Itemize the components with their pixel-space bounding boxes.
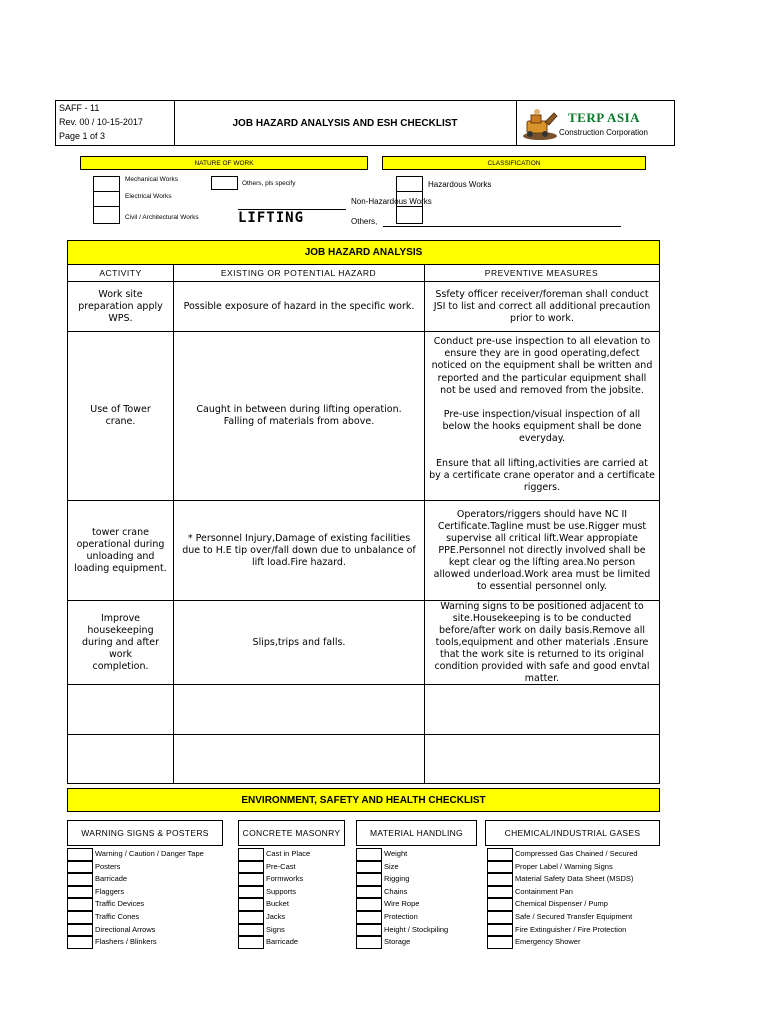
table-row-2-activity: Use of Tower crane. bbox=[90, 404, 151, 427]
table-row-4-measures: Warning signs to be positioned adjacent to site.Housekeeping is to be conducted before/after work on daily basis.Remove all tools,equipment and other materials .Ensure that the work site is returned to its original condition provided with safe and good envtal matter. bbox=[434, 600, 650, 684]
table-row-6-measures[interactable] bbox=[425, 735, 659, 783]
electrical-works-checkbox[interactable] bbox=[93, 191, 120, 207]
classification-others-label: Others, bbox=[351, 217, 378, 226]
others-specify-checkbox[interactable] bbox=[211, 176, 238, 190]
category-header-concrete-masonry: CONCRETE MASONRY bbox=[238, 820, 345, 846]
table-row-6-hazard[interactable] bbox=[174, 735, 424, 783]
hazardous-works-checkbox[interactable] bbox=[396, 176, 423, 192]
table-row-4-activity: Improve housekeeping during and after work completion. bbox=[81, 612, 160, 672]
table-row-3-activity: tower crane operational during unloading and loading equipment. bbox=[74, 526, 167, 574]
checklist-material-handling: Weight Size Rigging Chains Wire Rope Protection Height / Stockpiling Storage bbox=[356, 848, 481, 949]
form-code: SAFF - 11 bbox=[59, 103, 100, 113]
classification-header: CLASSIFICATION bbox=[382, 156, 646, 170]
column-header-hazard: EXISTING OR POTENTIAL HAZARD bbox=[220, 268, 377, 278]
jha-table bbox=[67, 240, 660, 784]
mechanical-works-checkbox[interactable] bbox=[93, 176, 120, 192]
company-subtitle: Construction Corporation bbox=[559, 128, 648, 137]
classification-others-checkbox[interactable] bbox=[396, 206, 423, 224]
jha-title: JOB HAZARD ANALYSIS bbox=[68, 241, 659, 265]
table-row-5-hazard[interactable] bbox=[174, 685, 424, 734]
hazardous-works-label: Hazardous Works bbox=[428, 180, 492, 189]
civil-works-checkbox[interactable] bbox=[93, 206, 120, 224]
table-row-5-measures[interactable] bbox=[425, 685, 659, 734]
electrical-works-label: Electrical Works bbox=[125, 193, 172, 200]
table-row-3-measures: Operators/riggers should have NC II Certificate.Tagline must be use.Rigger must supervise all critical lift.Wear appropiate PPE.Personnel not directly involved shall be kept clear og the lifting area.No person allowed underload.Work area must be limited to essential personnel only. bbox=[433, 508, 651, 592]
category-header-material-handling: MATERIAL HANDLING bbox=[356, 820, 477, 846]
others-specify-label: Others, pls specify bbox=[242, 180, 296, 187]
checklist-concrete-masonry: Cast in Place Pre-Cast Formworks Supports Bucket Jacks Signs Barricade bbox=[238, 848, 348, 949]
table-row-4-hazard: Slips,trips and falls. bbox=[252, 636, 346, 648]
column-header-measures: PREVENTIVE MEASURES bbox=[484, 268, 599, 278]
non-hazardous-works-label: Non-Hazardous Works bbox=[351, 197, 432, 206]
others-specify-value[interactable]: LIFTING bbox=[238, 209, 346, 227]
excavator-logo bbox=[521, 107, 559, 141]
document-title: JOB HAZARD ANALYSIS AND ESH CHECKLIST bbox=[232, 117, 458, 129]
mechanical-works-label: Mechanical Works bbox=[125, 176, 178, 183]
company-name: TERP ASIA bbox=[568, 110, 641, 125]
table-row-2-hazard: Caught in between during lifting operation. Falling of materials from above. bbox=[196, 404, 402, 427]
category-header-warning-signs: WARNING SIGNS & POSTERS bbox=[67, 820, 223, 846]
table-row-3-hazard: * Personnel Injury,Damage of existing facilities due to H.E tip over/fall down due to unbalance of lift load.Fire hazard. bbox=[182, 532, 416, 568]
category-header-chemical-gases: CHEMICAL/INDUSTRIAL GASES bbox=[485, 820, 660, 846]
civil-works-label: Civil / Architectural Works bbox=[125, 214, 199, 221]
table-row-2-measures: Conduct pre-use inspection to all elevation to ensure they are in good operating,defect noticed on the equipment shall be written and reported and the particular equipment shall not be used and removed from the jobsite. Pre-use inspection/visual inspection of all below the hooks equipment shall be done everyday. Ensure that all lifting,activities are carried at by a certificate crane operator and a certificate riggers. bbox=[429, 336, 655, 494]
table-row-1-measures: Ssfety officer receiver/foreman shall conduct JSI to list and correct all additional precaution prior to work. bbox=[433, 288, 651, 324]
esh-title: ENVIRONMENT, SAFETY AND HEALTH CHECKLIST bbox=[67, 788, 660, 812]
page-number: Page 1 of 3 bbox=[59, 131, 106, 141]
form-header bbox=[55, 100, 675, 146]
table-row-5-activity[interactable] bbox=[68, 685, 173, 734]
nature-of-work-header: NATURE OF WORK bbox=[80, 156, 368, 170]
table-row-6-activity[interactable] bbox=[68, 735, 173, 783]
table-row-1-hazard: Possible exposure of hazard in the specific work. bbox=[183, 300, 415, 312]
classification-others-line bbox=[383, 226, 621, 227]
revision-date: Rev. 00 / 10-15-2017 bbox=[59, 117, 143, 127]
column-header-activity: ACTIVITY bbox=[99, 268, 142, 278]
checklist-warning-signs: Warning / Caution / Danger Tape Posters Barricade Flaggers Traffic Devices Traffic Cones Directional Arrows Flashers / Blinkers bbox=[67, 848, 227, 949]
table-row-1-activity: Work site preparation apply WPS. bbox=[78, 288, 163, 324]
checklist-chemical-gases: Compressed Gas Chained / Secured Proper Label / Warning Signs Material Safety Data Sheet (MSDS) Containment Pan Chemical Dispenser / Pump Safe / Secured Transfer Equipment Fire Extinguisher / Fire Protection Emergency Shower bbox=[487, 848, 662, 949]
